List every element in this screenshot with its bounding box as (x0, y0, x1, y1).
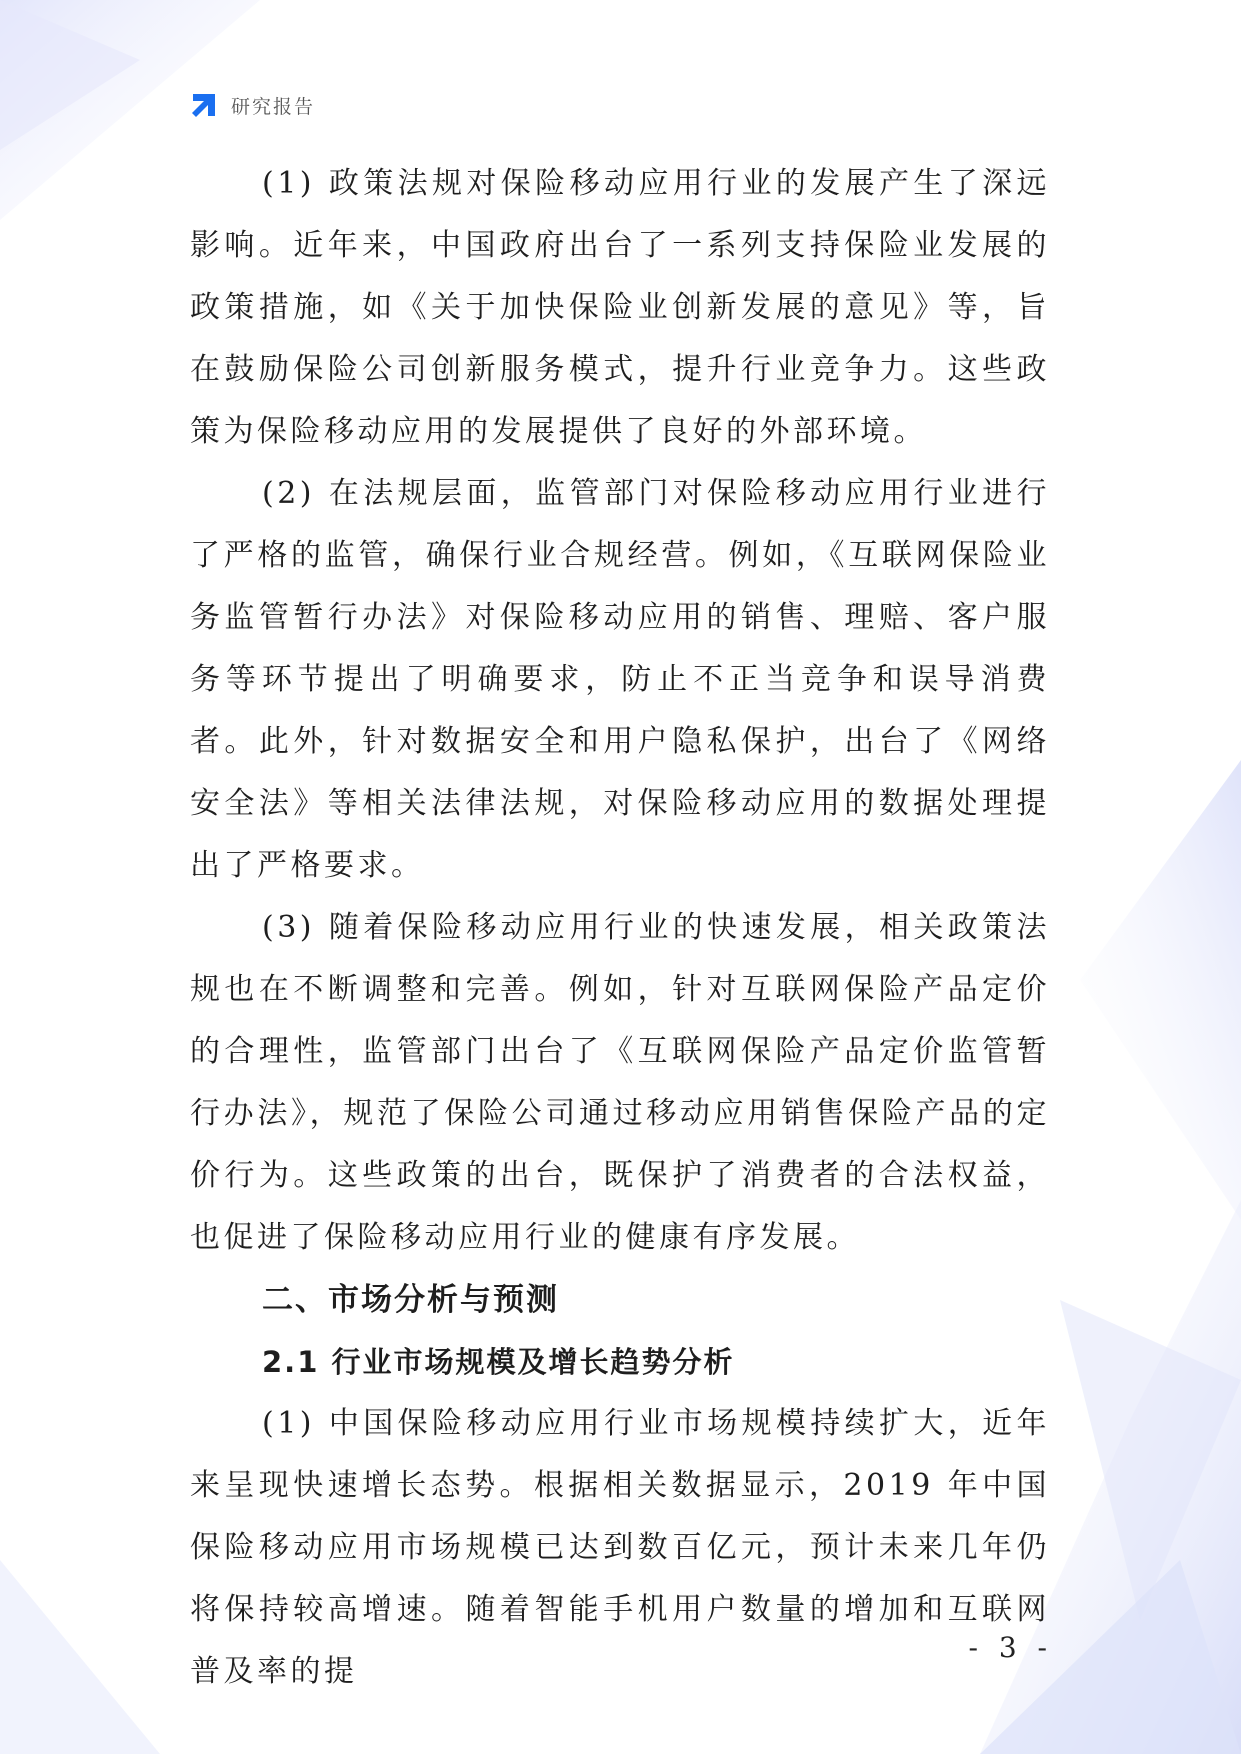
header-title: 研究报告 (231, 95, 316, 118)
section-heading: 二、市场分析与预测 (262, 1282, 559, 1318)
paragraph-3: (3) 随着保险移动应用行业的快速发展，相关政策法规也在不断调整和完善。例如，针对互联网保险产品定价的合理性，监管部门出台了《互联网保险产品定价监管暂行办法》，规范了保险公司通过移动应用销售保险产品的定价行为。这些政策的出台，既保护了消费者的合法权益，也促进了保险移动应用行业的健康有序发展。 (190, 910, 1050, 1255)
paragraph-1: (1) 政策法规对保险移动应用行业的发展产生了深远影响。近年来，中国政府出台了一系列支持保险业发展的政策措施，如《关于加快保险业创新发展的意见》等，旨在鼓励保险公司创新服务模式，提升行业竞争力。这些政策为保险移动应用的发展提供了良好的外部环境。 (190, 166, 1050, 449)
page-number: - 3 - (968, 1631, 1053, 1664)
arrow-logo-icon (187, 88, 221, 122)
paragraph-4: (1) 中国保险移动应用行业市场规模持续扩大，近年来呈现快速增长态势。根据相关数据显示，2019 年中国保险移动应用市场规模已达到数百亿元，预计未来几年仍将保持较高增速。随着智能手机用户数量的增加和互联网普及率的提 (190, 1406, 1050, 1689)
paragraph-2: (2) 在法规层面，监管部门对保险移动应用行业进行了严格的监管，确保行业合规经营。例如，《互联网保险业务监管暂行办法》对保险移动应用的销售、理赔、客户服务等环节提出了明确要求，防止不正当竞争和误导消费者。此外，针对数据安全和用户隐私保护，出台了《网络安全法》等相关法律法规，对保险移动应用的数据处理提出了严格要求。 (190, 476, 1050, 883)
document-body (190, 153, 1050, 1703)
subsection-heading: 2.1 行业市场规模及增长趋势分析 (262, 1345, 735, 1379)
report-header (187, 88, 315, 122)
